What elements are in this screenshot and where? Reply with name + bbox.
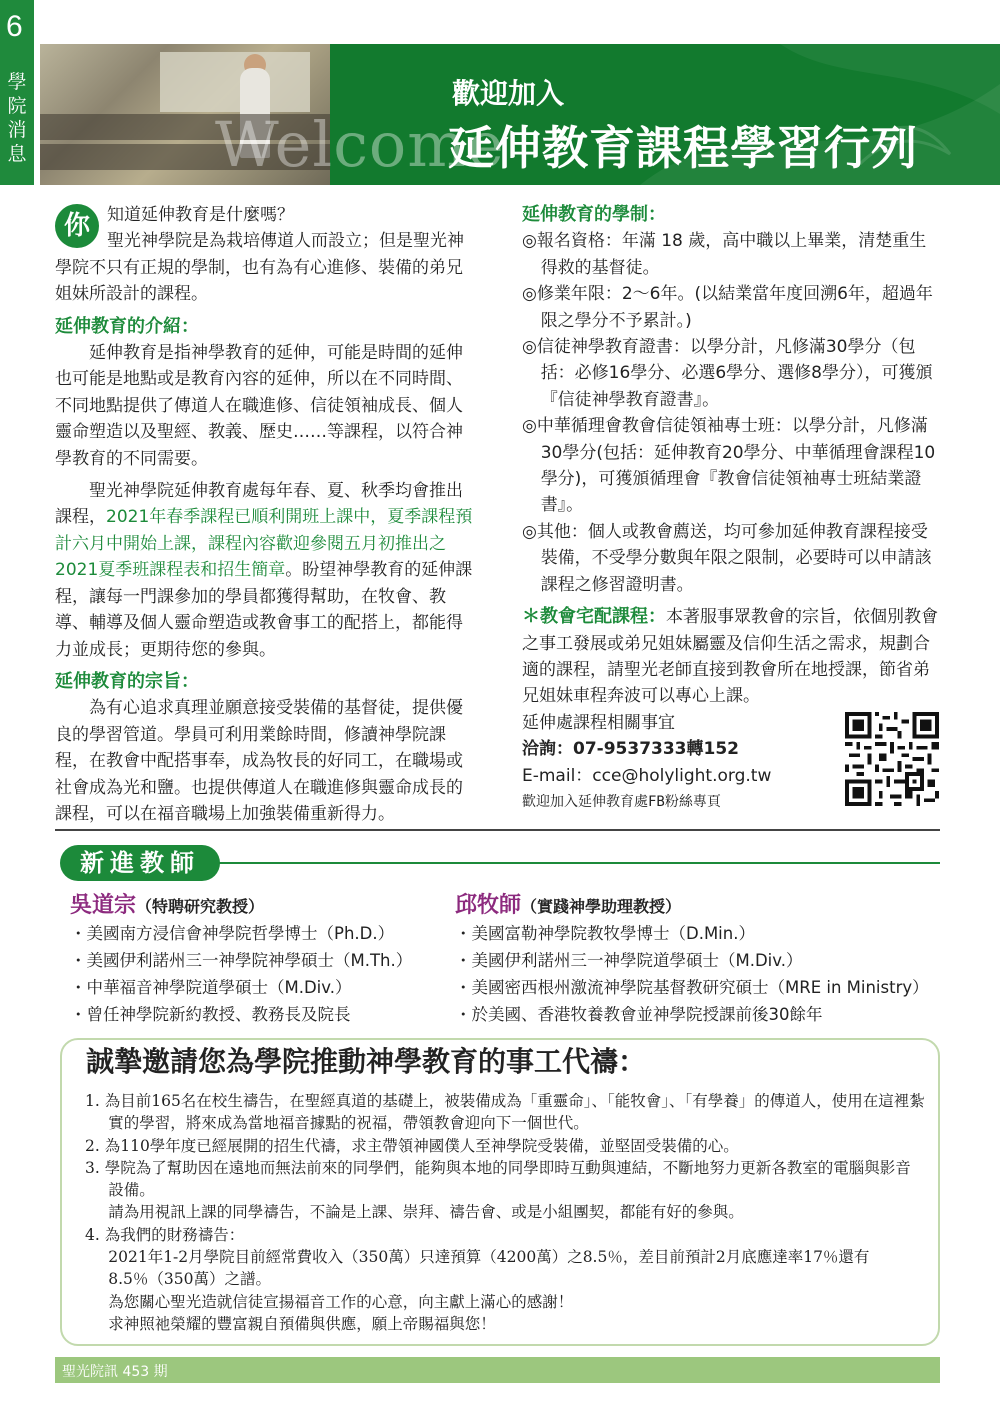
delivery-text: 本著服事眾教會的宗旨，依個別教會之事工發展或弟兄姐妹屬靈及信仰生活之需求，規劃合適的課程，請聖光老師直接到教會所在地授課，節省弟兄姐妹車程奔波可以專心上課。 — [522, 607, 938, 707]
teacher-credential: ・美國伊利諾州三一神學院神學碩士（M.Th.） — [70, 951, 413, 970]
prayer-item: 1. 為目前165名在校生禱告，在聖經真道的基礎上，被裝備成為「重靈命」、「能牧會」、「有學養」的傳道人，使用在這裡紮實的學習，將來成為當地福音據點的祝福，帶領教會迎向下一個世代。 — [85, 1092, 925, 1133]
prayer-subitem: 求神照祂榮耀的豐富親自預備與供應，願上帝賜福與您！ — [108, 1314, 496, 1333]
prayer-item: 4. 為我們的財務禱告： — [85, 1225, 245, 1244]
teacher-credential: ・中華福音神學院道學碩士（M.Div.） — [70, 978, 352, 997]
header-banner — [40, 44, 1000, 185]
new-teachers-banner: 新進教師 — [60, 845, 220, 881]
teacher-credential: ・美國富勒神學院教牧學博士（D.Min.） — [455, 924, 755, 943]
teacher-name: 邱牧師 — [455, 893, 522, 918]
system-item: ◎修業年限：2～6年。(以結業當年度回溯6年，超過年限之學分不予累計。) — [522, 284, 933, 331]
section-divider — [55, 829, 940, 831]
teacher-title: （特聘研究教授） — [136, 897, 265, 916]
courses-text-end: 。盼望神學教育的延伸課程，讓每一門課參加的學員都獲得幫助，在牧會、教導、輔導及個人靈命塑造或教會事工的配搭上，都能得力並成長；更期待您的參與。 — [55, 560, 473, 660]
contact-email[interactable]: E-mail：cce@holylight.org.tw — [522, 765, 772, 786]
contact-line: 延伸處課程相關事宜 — [522, 712, 675, 733]
system-heading: 延伸教育的學制： — [522, 204, 666, 225]
prayer-subitem: 為您關心聖光造就信徒宣揚福音工作的心意，向主獻上滿心的感謝！ — [108, 1292, 574, 1311]
teacher-credential: ・美國南方浸信會神學院哲學博士（Ph.D.） — [70, 924, 395, 943]
banner-line — [150, 862, 940, 864]
footer-bar — [55, 1357, 940, 1383]
welcome-watermark: Welcome — [215, 108, 505, 181]
you-badge: 你 — [55, 204, 99, 248]
purpose-heading: 延伸教育的宗旨： — [55, 670, 199, 692]
section-label — [0, 70, 34, 166]
teacher-credential: ・於美國、香港牧養教會並神學院授課前後30餘年 — [455, 1005, 823, 1024]
teacher-title: （實踐神學助理教授） — [521, 897, 682, 916]
delivery-paragraph — [522, 604, 942, 710]
prayer-subitem: 請為用視訊上課的同學禱告，不論是上課、崇拜、禱告會、或是小組團契，都能有好的參與。 — [108, 1203, 744, 1222]
section-char: 消 — [7, 119, 27, 141]
fb-note: 歡迎加入延伸教育處FB粉絲專頁 — [522, 793, 721, 810]
prayer-subitem: 2021年1-2月學院目前經常費收入（350萬）只達預算（4200萬）之8.5％，差目前預計2月底應達率17％還有8.5％（350萬）之譜。 — [108, 1248, 870, 1289]
teacher-credential: ・美國伊利諾州三一神學院道學碩士（M.Div.） — [455, 951, 803, 970]
prayer-item: 3. 學院為了幫助因在遠地而無法前來的同學們，能夠與本地的同學即時互動與連結，不斷地努力更新各教室的電腦與影音設備。 — [85, 1158, 911, 1200]
courses-text: 聖光神學院延伸教育處每年春、夏、秋季均會推出課程， — [55, 481, 463, 528]
section-char: 息 — [7, 143, 27, 165]
delivery-label: ＊教會宅配課程： — [522, 606, 666, 628]
teacher-credential: ・曾任神學院新約教授、教務長及院長 — [70, 1005, 351, 1024]
header-title: 延伸教育課程學習行列 — [448, 121, 918, 175]
prayer-title: 誠摯邀請您為學院推動神學教育的事工代禱： — [80, 1040, 652, 1080]
system-item: ◎信徒神學教育證書：以學分計，凡修滿30學分（包括：必修16學分、必選6學分、選修8學分），可獲頒『信徒神學教育證書』。 — [522, 337, 933, 410]
teacher-card-right — [455, 892, 955, 1028]
intro-heading: 延伸教育的介紹： — [55, 315, 199, 337]
page-number: 6 — [6, 10, 23, 43]
teacher-credential: ・美國密西根州激流神學院基督教研究碩士（MRE in Ministry） — [455, 978, 929, 997]
left-column — [55, 202, 475, 827]
footer-text: 聖光院訊 453 期 — [62, 1364, 168, 1380]
intro-block — [55, 202, 475, 241]
system-item: ◎中華循理會教會信徒領袖專士班：以學分計，凡修滿30學分(包括：延伸教育20學分、中華循理會課程10學分)，可獲頒循理會『教會信徒領袖專士班結業證書』。 — [522, 416, 936, 516]
prayer-list — [85, 1090, 925, 1335]
courses-paragraph — [55, 478, 475, 663]
qr-code-icon[interactable] — [845, 712, 939, 806]
contact-phone: 洽詢：07-9537333轉152 — [522, 739, 739, 760]
courses-highlight: 2021年春季課程已順利開班上課中，夏季課程預計六月中開始上課，課程內容歡迎參閱五月初推出之2021夏季班課程表和招生簡章 — [55, 507, 473, 581]
system-item: ◎其他：個人或教會薦送，均可參加延伸教育課程接受裝備，不受學分數與年限之限制，必要時可以申請該課程之修習證明書。 — [522, 521, 932, 595]
section-char: 學 — [7, 71, 27, 93]
intro-detail-paragraph: 延伸教育是指神學教育的延伸，可能是時間的延伸也可能是地點或是教育內容的延伸，所以在不同時間、不同地點提供了傳道人在職進修、信徒領袖成長、個人靈命塑造以及聖經、教義、歷史……等課程，以符合神學教育的不同需要。 — [55, 343, 463, 469]
teacher-card-left — [70, 892, 470, 1028]
purpose-paragraph: 為有心追求真理並願意接受裝備的基督徒，提供優良的學習管道。學員可利用業餘時間，修讀神學院課程，在教會中配搭事奉，成為牧長的好同工，在職場或社會成為光和鹽。也提供傳道人在職進修與靈命成長的課程，可以在福音職場上加強裝備重新得力。 — [55, 698, 463, 824]
header-subtitle: 歡迎加入 — [452, 77, 565, 110]
section-char: 院 — [7, 95, 27, 117]
teacher-name: 吳道宗 — [70, 893, 137, 918]
system-item: ◎報名資格：年滿 18 歲，高中職以上畢業，清楚重生得救的基督徒。 — [522, 231, 927, 278]
intro-paragraph: 聖光神學院是為栽培傳道人而設立；但是聖光神學院不只有正規的學制，也有為有心進修、裝備的弟兄姐妹所設計的課程。 — [55, 231, 464, 305]
intro-question: 知道延伸教育是什麼嗎？ — [107, 205, 294, 225]
prayer-item: 2. 為110學年度已經展開的招生代禱，求主帶領神國僕人至神學院受裝備，並堅固受裝備的心。 — [85, 1136, 739, 1155]
